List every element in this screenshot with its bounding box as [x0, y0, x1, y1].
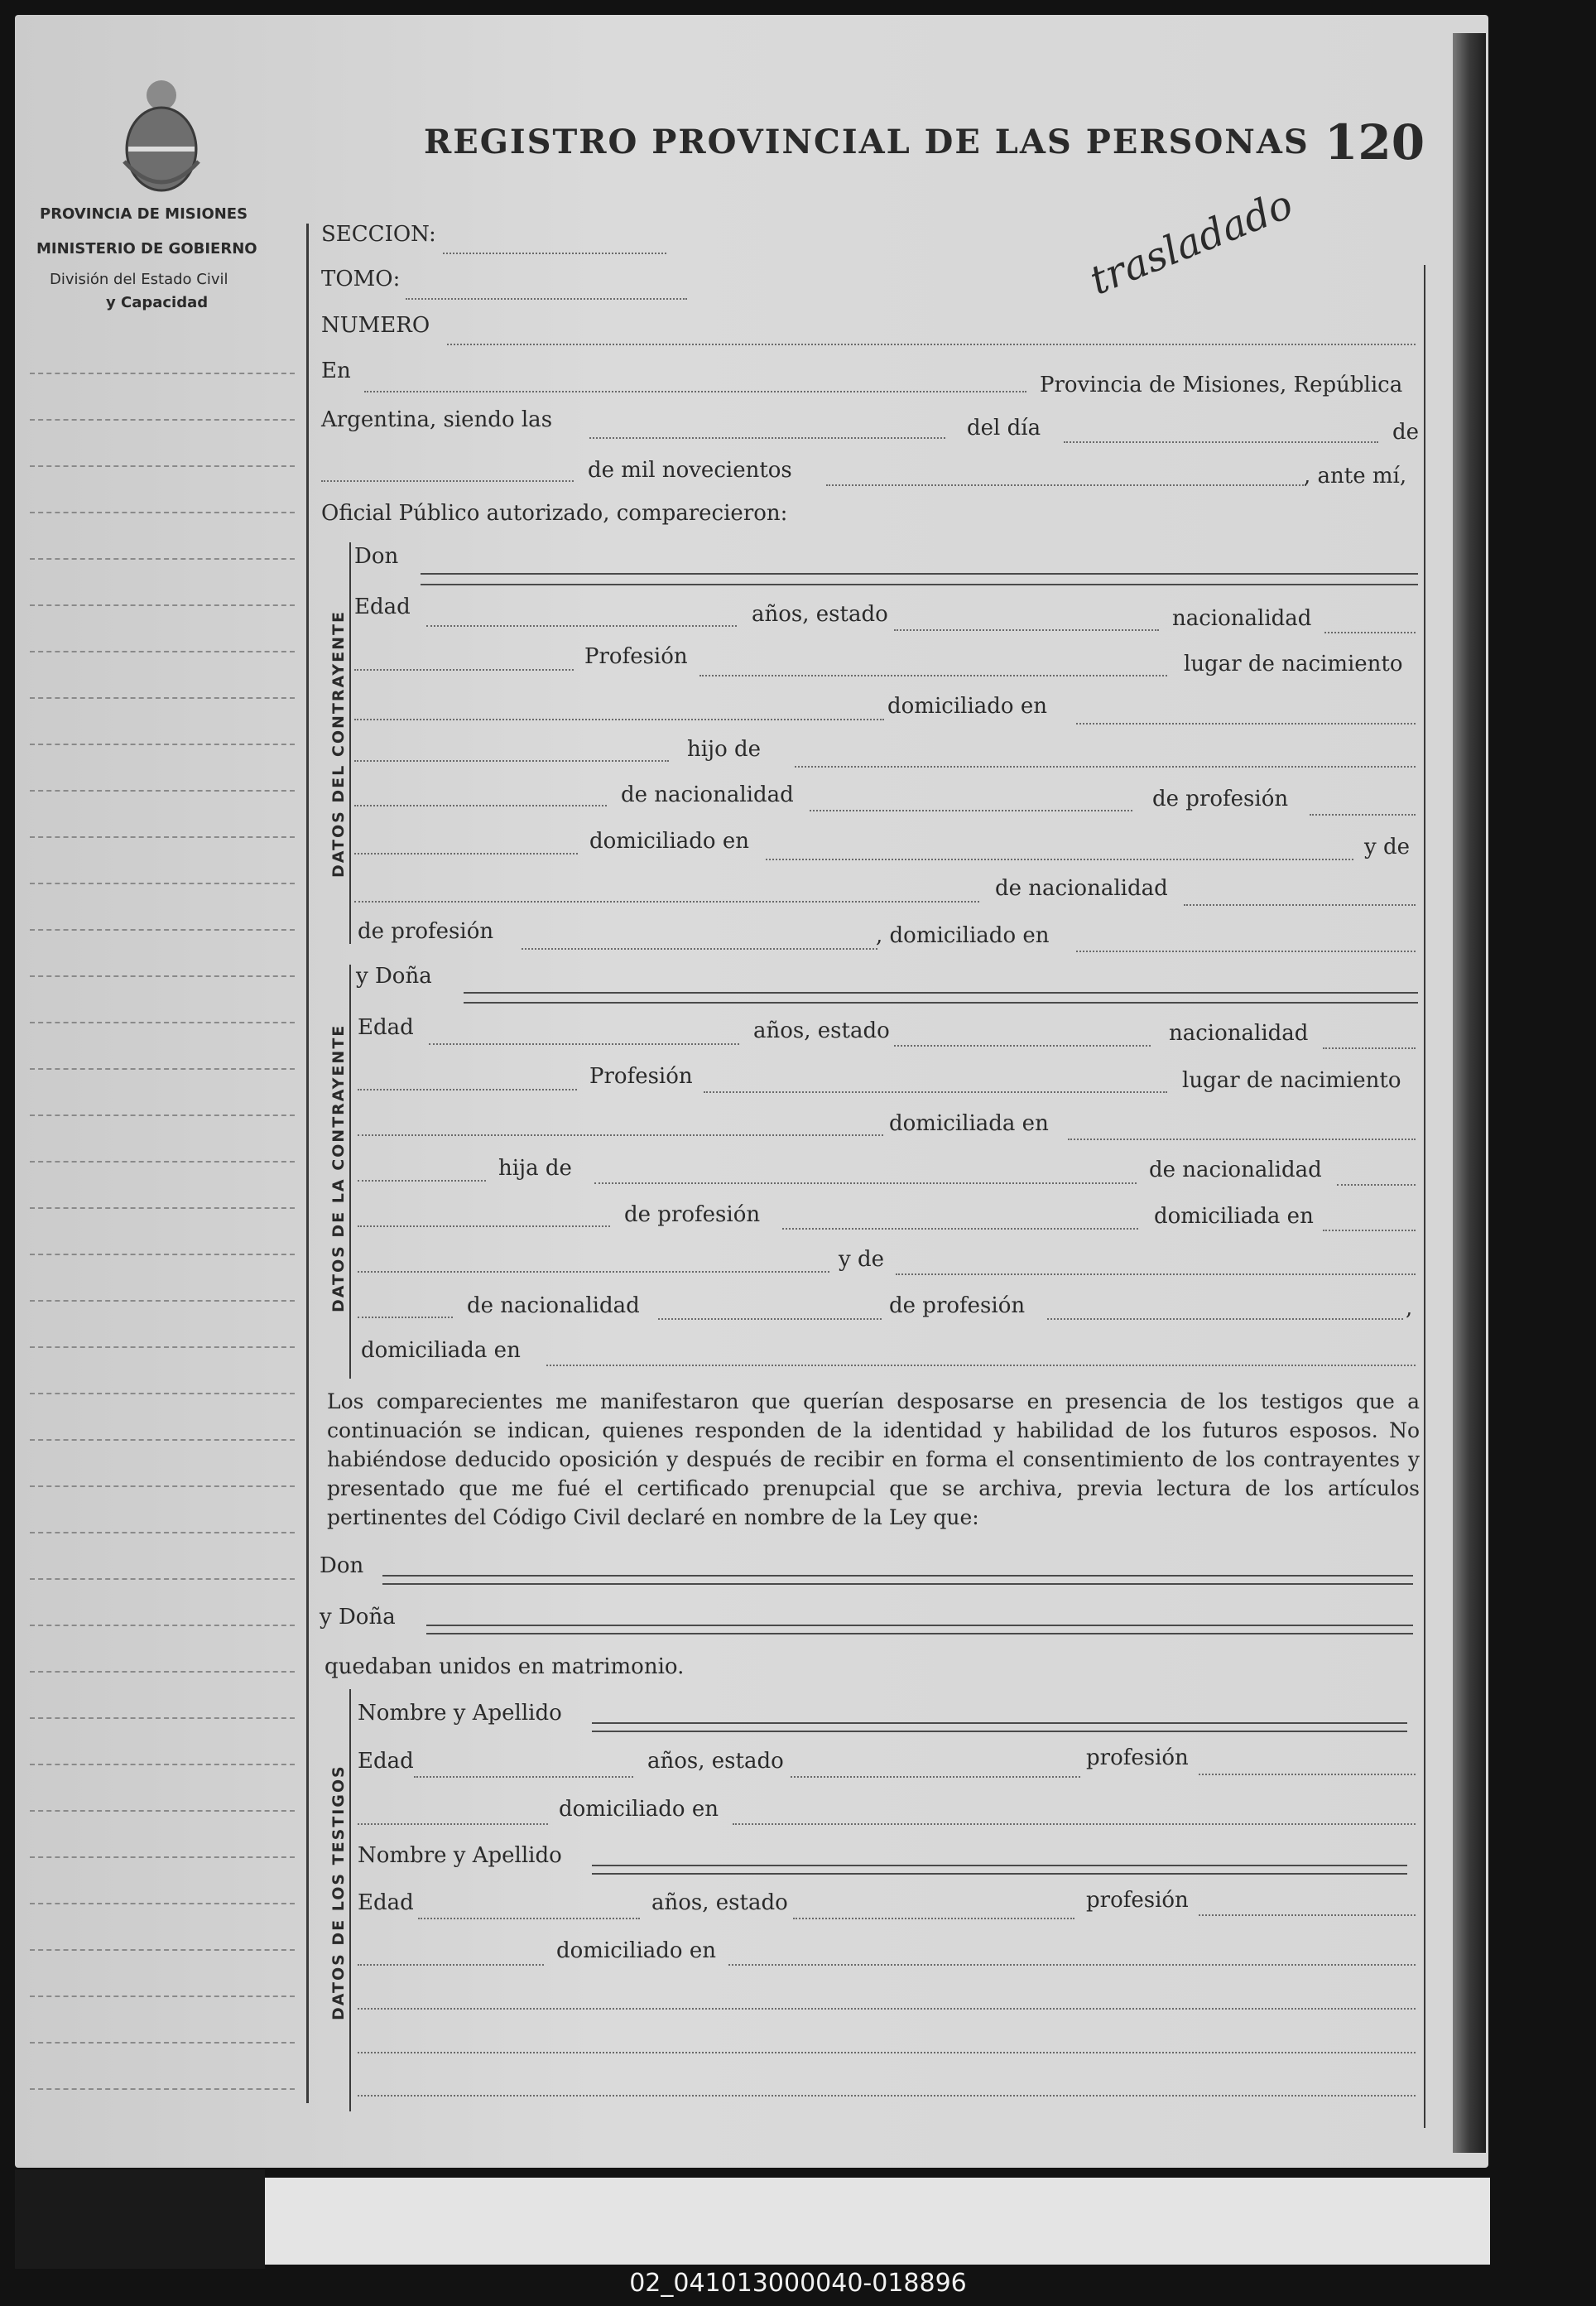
padre2-nacionalidad-field[interactable] — [1337, 1184, 1416, 1186]
testigo1-prof-field[interactable] — [1199, 1774, 1416, 1775]
decl-dona-field[interactable] — [426, 1625, 1413, 1626]
book-edge — [1453, 33, 1486, 2153]
profesion-label: Profesión — [584, 644, 688, 669]
profesion-field[interactable] — [699, 675, 1167, 676]
contrayente-side-label: DATOS DEL CONTRAYENTE — [329, 610, 348, 878]
lugar-nac2-label: lugar de nacimiento — [1182, 1068, 1401, 1093]
padre2-field[interactable] — [594, 1182, 1137, 1184]
domiciliada-label: domiciliada en — [889, 1111, 1049, 1136]
header-division: División del Estado Civil — [50, 271, 228, 288]
mes-field[interactable] — [321, 480, 574, 482]
header-ministry: MINISTERIO DE GOBIERNO — [36, 240, 257, 258]
padre2-domicilio-cont[interactable] — [358, 1271, 829, 1273]
contrayenta-side-label: DATOS DE LA CONTRAYENTE — [329, 1023, 348, 1312]
madre-profesion-field[interactable] — [522, 948, 877, 950]
decl-don-label: Don — [320, 1553, 364, 1578]
testigo1-anos-label: años, estado — [647, 1749, 784, 1774]
hijo-de-label: hijo de — [687, 737, 762, 762]
lugar2-field[interactable] — [358, 1134, 883, 1136]
estado-field[interactable] — [894, 629, 1159, 631]
estado2-field[interactable] — [894, 1045, 1151, 1047]
madre-nacionalidad-label: de nacionalidad — [995, 876, 1168, 901]
madre-profesion-label: de profesión — [358, 919, 494, 944]
testigo1-dom-label: domiciliado en — [559, 1797, 719, 1822]
margin-rule — [30, 697, 295, 699]
margin-rule — [30, 1068, 295, 1070]
hija-de-label: hija de — [498, 1156, 572, 1181]
extra-line-3[interactable] — [358, 2095, 1416, 2097]
profesion2-label: Profesión — [589, 1064, 693, 1089]
margin-rule — [30, 1393, 295, 1394]
ante-mi-text: , ante mí, — [1304, 464, 1407, 489]
margin-rule — [30, 790, 295, 792]
nacionalidad-label: nacionalidad — [1172, 606, 1312, 631]
closing-text: quedaban unidos en matrimonio. — [324, 1654, 685, 1679]
margin-rule — [30, 836, 295, 838]
testigo2-pre-dom[interactable] — [358, 1964, 544, 1966]
margin-rule — [30, 744, 295, 745]
de-label: de — [1392, 420, 1420, 445]
anos-estado2-label: años, estado — [753, 1018, 890, 1043]
edad2-label: Edad — [358, 1015, 414, 1040]
margin-rule — [30, 1717, 295, 1719]
edad2-field[interactable] — [429, 1043, 739, 1045]
padre2-cont-field[interactable] — [358, 1225, 610, 1227]
testigo1-prof-label: profesión — [1086, 1745, 1189, 1770]
margin-rule — [30, 1254, 295, 1255]
nacionalidad-field[interactable] — [1324, 632, 1416, 633]
domiciliado-label: domiciliado en — [887, 694, 1047, 719]
testigo2-estado-field[interactable] — [793, 1918, 1074, 1919]
margin-rule — [30, 1300, 295, 1302]
header-province: PROVINCIA DE MISIONES — [40, 205, 248, 223]
edad-field[interactable] — [426, 625, 737, 627]
contrayenta-bracket — [349, 965, 351, 1379]
handwritten-annotation: trasladado — [1083, 181, 1300, 305]
padre-cont-field[interactable] — [354, 805, 607, 806]
header-division-2: y Capacidad — [106, 294, 209, 311]
contrayente-bracket — [349, 542, 351, 944]
margin-rule — [30, 558, 295, 560]
testigo2-dom-field[interactable] — [728, 1964, 1416, 1966]
margin-rule — [30, 373, 295, 374]
seccion-field[interactable] — [443, 253, 666, 254]
tomo-field[interactable] — [406, 298, 687, 300]
margin-rule — [30, 1949, 295, 1951]
anio-field[interactable] — [826, 484, 1306, 486]
hija-pre-field[interactable] — [358, 1180, 486, 1182]
testigo2-nombre-label: Nombre y Apellido — [358, 1843, 562, 1868]
oficial-text: Oficial Público autorizado, comparecieron: — [321, 501, 788, 526]
tomo-label: TOMO: — [321, 267, 401, 291]
margin-rule — [30, 975, 295, 977]
testigo2-nombre-underline — [592, 1873, 1407, 1875]
decl-don-underline — [382, 1583, 1413, 1585]
padre2-profesion-label: de profesión — [624, 1202, 761, 1227]
numero-field[interactable] — [447, 344, 1416, 345]
next-page-strip — [265, 2178, 1490, 2265]
numero-label: NUMERO — [321, 313, 430, 338]
margin-rule — [30, 651, 295, 652]
padre-nacionalidad-field[interactable] — [810, 810, 1132, 811]
profesion-pre-field[interactable] — [354, 669, 574, 671]
margin-rule — [30, 929, 295, 931]
decl-dona-underline — [426, 1633, 1413, 1634]
testigos-bracket — [349, 1689, 351, 2111]
madre2-nacionalidad-field[interactable] — [658, 1318, 882, 1320]
seccion-label: SECCION: — [321, 222, 436, 247]
padre-profesion-cont[interactable] — [354, 853, 578, 855]
don-field-underline — [421, 584, 1418, 585]
madre-domicilio-field[interactable] — [1076, 951, 1416, 952]
margin-rule — [30, 1346, 295, 1348]
madre2-field[interactable] — [896, 1273, 1416, 1275]
margin-rule — [30, 883, 295, 884]
extra-line-2[interactable] — [358, 2052, 1416, 2053]
madre2-profesion-label: de profesión — [889, 1293, 1026, 1318]
padre-profesion-field[interactable] — [1310, 814, 1416, 816]
margin-rule — [30, 512, 295, 513]
margin-rule — [30, 1114, 295, 1116]
margin-rule — [30, 1207, 295, 1209]
testigo1-edad-label: Edad — [358, 1749, 414, 1774]
margin-divider — [306, 224, 309, 2103]
testigo2-prof-field[interactable] — [1199, 1914, 1416, 1916]
padre-field[interactable] — [795, 766, 1416, 768]
lugar-nac-label: lugar de nacimiento — [1184, 652, 1403, 676]
margin-rule — [30, 465, 295, 467]
lugar-field[interactable] — [354, 719, 884, 720]
don-label: Don — [354, 544, 399, 569]
margin-rule — [30, 2088, 295, 2090]
padre2-domicilio-field[interactable] — [1323, 1230, 1416, 1231]
en-label: En — [321, 359, 351, 383]
testigo2-prof-label: profesión — [1086, 1888, 1189, 1913]
madre2-domicilio-field[interactable] — [546, 1365, 1416, 1366]
nacionalidad2-label: nacionalidad — [1169, 1021, 1309, 1046]
testigo1-nombre-label: Nombre y Apellido — [358, 1701, 562, 1726]
madre2-profesion-field[interactable] — [1047, 1318, 1403, 1320]
margin-rule — [30, 604, 295, 606]
testigo2-dom-label: domiciliado en — [556, 1938, 716, 1963]
dia-field[interactable] — [1064, 441, 1378, 443]
right-border — [1424, 265, 1425, 2128]
madre-domicilio-label: , domiciliado en — [876, 923, 1050, 948]
domicilio-cont-field[interactable] — [354, 760, 669, 762]
en-field[interactable] — [364, 391, 1026, 392]
testigo2-edad-label: Edad — [358, 1890, 414, 1915]
padre-domicilio-field[interactable] — [766, 859, 1353, 860]
margin-rule — [30, 1485, 295, 1487]
mil-novecientos-label: de mil novecientos — [588, 458, 792, 483]
testigo1-estado-field[interactable] — [791, 1776, 1080, 1778]
madre2-cont-field[interactable] — [358, 1317, 453, 1318]
padre2-nacionalidad-label: de nacionalidad — [1149, 1158, 1322, 1182]
margin-rule — [30, 1671, 295, 1673]
nacionalidad2-field[interactable] — [1323, 1047, 1416, 1049]
del-dia-label: del día — [967, 416, 1041, 440]
testigo2-anos-label: años, estado — [651, 1890, 788, 1915]
extra-line-1[interactable] — [358, 2008, 1416, 2010]
madre-field[interactable] — [354, 901, 979, 903]
profesion2-field[interactable] — [704, 1091, 1167, 1093]
padre-domicilio-label: domiciliado en — [589, 829, 749, 854]
y-de2-label: y de — [839, 1247, 884, 1272]
testigo1-dom-field[interactable] — [733, 1823, 1416, 1825]
margin-rule — [30, 419, 295, 421]
decl-dona-label: y Doña — [320, 1605, 396, 1630]
madre2-nacionalidad-label: de nacionalidad — [467, 1293, 640, 1318]
margin-rule — [30, 1625, 295, 1626]
image-id-caption: 02_041013000040-018896 — [629, 2269, 967, 2298]
don-field[interactable] — [421, 573, 1418, 575]
padre2-profesion-field[interactable] — [782, 1228, 1138, 1230]
testigo1-edad-field[interactable] — [414, 1776, 633, 1778]
decl-don-field[interactable] — [382, 1575, 1413, 1577]
testigo2-nombre-field[interactable] — [592, 1865, 1407, 1866]
hora-field[interactable] — [589, 437, 945, 439]
domicilio-field[interactable] — [1076, 723, 1416, 725]
madre-nacionalidad-field[interactable] — [1184, 904, 1416, 906]
margin-rule — [30, 1022, 295, 1023]
declaration-text: Los comparecientes me manifestaron que querían desposarse en presencia de los testigos que a continuación se indican, quienes responden de la identidad y habilidad de los futuros esposos. No habiéndose deducido oposición y después de recibir en forma el consentimiento de los contrayentes y presentado que me fué el certificado prenupcial que se archiva, previa lectura de los artículos pertinentes del Código Civil declaré en nombre de la Ley que: — [327, 1389, 1420, 1529]
dona-field-underline — [464, 1002, 1418, 1004]
profesion2-pre-field[interactable] — [358, 1089, 577, 1090]
provincia-text: Provincia de Misiones, República — [1040, 373, 1403, 397]
margin-rule — [30, 1439, 295, 1441]
y-dona-label: y Doña — [356, 964, 432, 989]
page-number: 120 — [1324, 114, 1425, 171]
padre2-domicilio-label: domiciliada en — [1154, 1204, 1314, 1229]
margin-rule — [30, 1764, 295, 1765]
margin-rule — [30, 2042, 295, 2044]
testigo1-pre-dom[interactable] — [358, 1823, 548, 1825]
dona-field[interactable] — [464, 992, 1418, 994]
testigos-side-label: DATOS DE LOS TESTIGOS — [329, 1764, 348, 2020]
margin-rule — [30, 1856, 295, 1858]
argentina-text: Argentina, siendo las — [321, 407, 553, 432]
testigo2-edad-field[interactable] — [418, 1918, 640, 1919]
margin-rule — [30, 1810, 295, 1812]
margin-rule — [30, 1532, 295, 1533]
page-title: REGISTRO PROVINCIAL DE LAS PERSONAS — [424, 123, 1310, 161]
y-de-label: y de — [1364, 835, 1410, 859]
testigo1-nombre-field[interactable] — [592, 1722, 1407, 1724]
scan-background — [15, 2169, 265, 2269]
margin-rule — [30, 1903, 295, 1904]
edad-label: Edad — [354, 595, 411, 619]
margin-rule — [30, 1995, 295, 1997]
madre2-domicilio-label: domiciliada en — [361, 1338, 521, 1363]
margin-rule — [30, 1578, 295, 1580]
comma: , — [1406, 1296, 1413, 1321]
padre-nacionalidad-label: de nacionalidad — [621, 782, 794, 807]
padre-profesion-label: de profesión — [1152, 787, 1289, 811]
margin-rule — [30, 1161, 295, 1163]
coat-of-arms-icon — [116, 70, 207, 199]
anos-estado-label: años, estado — [752, 602, 888, 627]
domicilio2-field[interactable] — [1068, 1139, 1416, 1140]
testigo1-nombre-underline — [592, 1731, 1407, 1732]
